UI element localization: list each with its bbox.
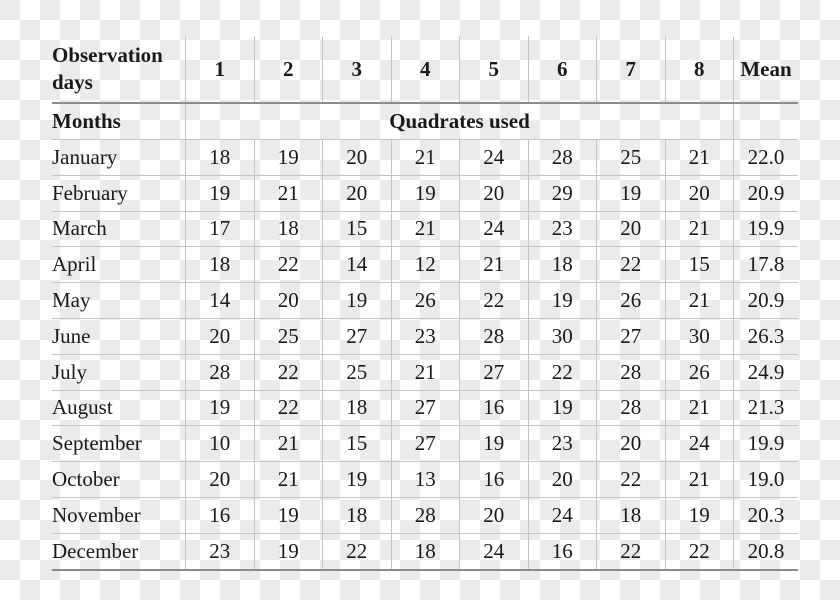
month-cell: July xyxy=(52,354,186,390)
value-cell-day-8: 30 xyxy=(665,318,734,354)
mean-cell: 19.0 xyxy=(734,462,799,498)
value-cell-day-2: 21 xyxy=(254,462,323,498)
table-row xyxy=(52,318,798,354)
value-cell-day-5: 28 xyxy=(460,318,529,354)
months-header: Months xyxy=(52,109,121,133)
table-row xyxy=(52,140,798,176)
value-cell-day-3: 15 xyxy=(323,211,392,247)
value-cell-day-6: 24 xyxy=(528,497,597,533)
value-cell-day-7: 20 xyxy=(597,426,666,462)
value-cell-day-1: 23 xyxy=(186,533,255,569)
value-cell-day-7: 27 xyxy=(597,318,666,354)
value-cell-day-2: 20 xyxy=(254,283,323,319)
table-row xyxy=(52,390,798,426)
value-cell-day-2: 19 xyxy=(254,533,323,569)
value-cell-day-5: 24 xyxy=(460,211,529,247)
value-cell-day-1: 16 xyxy=(186,497,255,533)
mean-cell: 17.8 xyxy=(734,247,799,283)
value-cell-day-6: 30 xyxy=(528,318,597,354)
mean-cell: 21.3 xyxy=(734,390,799,426)
table-row xyxy=(52,533,798,569)
value-cell-day-5: 27 xyxy=(460,354,529,390)
value-cell-day-5: 22 xyxy=(460,283,529,319)
mean-cell: 19.9 xyxy=(734,211,799,247)
value-cell-day-6: 29 xyxy=(528,175,597,211)
value-cell-day-1: 10 xyxy=(186,426,255,462)
value-cell-day-8: 21 xyxy=(665,390,734,426)
value-cell-day-6: 18 xyxy=(528,247,597,283)
value-cell-day-1: 19 xyxy=(186,390,255,426)
value-cell-day-8: 21 xyxy=(665,211,734,247)
value-cell-day-4: 12 xyxy=(391,247,460,283)
value-cell-day-5: 24 xyxy=(460,533,529,569)
quadrates-table xyxy=(52,36,798,571)
month-cell: November xyxy=(52,497,186,533)
value-cell-day-3: 18 xyxy=(323,390,392,426)
day-header-5: 5 xyxy=(460,36,529,103)
table-row xyxy=(52,497,798,533)
mean-cell: 24.9 xyxy=(734,354,799,390)
table-row xyxy=(52,283,798,319)
value-cell-day-2: 22 xyxy=(254,354,323,390)
day-header-8: 8 xyxy=(665,36,734,103)
value-cell-day-4: 23 xyxy=(391,318,460,354)
value-cell-day-5: 19 xyxy=(460,426,529,462)
value-cell-day-1: 17 xyxy=(186,211,255,247)
value-cell-day-4: 27 xyxy=(391,426,460,462)
value-cell-day-8: 15 xyxy=(665,247,734,283)
month-cell: August xyxy=(52,390,186,426)
mean-cell: 20.8 xyxy=(734,533,799,569)
value-cell-day-6: 23 xyxy=(528,426,597,462)
value-cell-day-2: 22 xyxy=(254,390,323,426)
value-cell-day-7: 18 xyxy=(597,497,666,533)
value-cell-day-5: 16 xyxy=(460,390,529,426)
value-cell-day-2: 25 xyxy=(254,318,323,354)
table-row xyxy=(52,462,798,498)
day-header-2: 2 xyxy=(254,36,323,103)
value-cell-day-7: 25 xyxy=(597,140,666,176)
value-cell-day-3: 18 xyxy=(323,497,392,533)
value-cell-day-7: 28 xyxy=(597,354,666,390)
value-cell-day-1: 19 xyxy=(186,175,255,211)
value-cell-day-4: 21 xyxy=(391,140,460,176)
month-cell: December xyxy=(52,533,186,569)
value-cell-day-7: 19 xyxy=(597,175,666,211)
table-row xyxy=(52,175,798,211)
table-row xyxy=(52,426,798,462)
day-header-3: 3 xyxy=(323,36,392,103)
value-cell-day-2: 21 xyxy=(254,426,323,462)
value-cell-day-8: 26 xyxy=(665,354,734,390)
mean-header: Mean xyxy=(734,36,799,103)
mean-cell: 19.9 xyxy=(734,426,799,462)
value-cell-day-2: 18 xyxy=(254,211,323,247)
value-cell-day-5: 24 xyxy=(460,140,529,176)
value-cell-day-2: 21 xyxy=(254,175,323,211)
value-cell-day-4: 27 xyxy=(391,390,460,426)
value-cell-day-4: 21 xyxy=(391,354,460,390)
value-cell-day-6: 23 xyxy=(528,211,597,247)
value-cell-day-5: 20 xyxy=(460,175,529,211)
day-header-1: 1 xyxy=(186,36,255,103)
value-cell-day-4: 28 xyxy=(391,497,460,533)
header-row xyxy=(52,36,798,103)
value-cell-day-5: 20 xyxy=(460,497,529,533)
value-cell-day-7: 22 xyxy=(597,533,666,569)
value-cell-day-5: 21 xyxy=(460,247,529,283)
value-cell-day-8: 22 xyxy=(665,533,734,569)
value-cell-day-5: 16 xyxy=(460,462,529,498)
value-cell-day-3: 27 xyxy=(323,318,392,354)
value-cell-day-3: 14 xyxy=(323,247,392,283)
value-cell-day-1: 18 xyxy=(186,247,255,283)
observation-days-label: Observation days xyxy=(52,43,163,94)
value-cell-day-3: 19 xyxy=(323,462,392,498)
month-cell: June xyxy=(52,318,186,354)
month-cell: May xyxy=(52,283,186,319)
quadrates-used-header: Quadrates used xyxy=(186,103,734,140)
day-header-6: 6 xyxy=(528,36,597,103)
value-cell-day-4: 19 xyxy=(391,175,460,211)
day-header-4: 4 xyxy=(391,36,460,103)
value-cell-day-2: 19 xyxy=(254,140,323,176)
value-cell-day-7: 26 xyxy=(597,283,666,319)
value-cell-day-8: 21 xyxy=(665,140,734,176)
mean-subheader-empty xyxy=(734,103,799,140)
mean-cell: 20.9 xyxy=(734,175,799,211)
value-cell-day-2: 19 xyxy=(254,497,323,533)
value-cell-day-4: 21 xyxy=(391,211,460,247)
value-cell-day-8: 21 xyxy=(665,462,734,498)
value-cell-day-8: 21 xyxy=(665,283,734,319)
value-cell-day-1: 14 xyxy=(186,283,255,319)
value-cell-day-8: 24 xyxy=(665,426,734,462)
value-cell-day-3: 19 xyxy=(323,283,392,319)
value-cell-day-6: 22 xyxy=(528,354,597,390)
table-row xyxy=(52,211,798,247)
value-cell-day-7: 28 xyxy=(597,390,666,426)
table-row xyxy=(52,354,798,390)
value-cell-day-2: 22 xyxy=(254,247,323,283)
mean-cell: 20.3 xyxy=(734,497,799,533)
value-cell-day-8: 20 xyxy=(665,175,734,211)
month-cell: September xyxy=(52,426,186,462)
value-cell-day-4: 18 xyxy=(391,533,460,569)
value-cell-day-8: 19 xyxy=(665,497,734,533)
value-cell-day-4: 13 xyxy=(391,462,460,498)
value-cell-day-1: 20 xyxy=(186,318,255,354)
value-cell-day-3: 20 xyxy=(323,175,392,211)
subheader-row xyxy=(52,103,798,140)
value-cell-day-6: 19 xyxy=(528,390,597,426)
month-cell: October xyxy=(52,462,186,498)
value-cell-day-3: 22 xyxy=(323,533,392,569)
value-cell-day-7: 22 xyxy=(597,462,666,498)
value-cell-day-7: 22 xyxy=(597,247,666,283)
value-cell-day-6: 19 xyxy=(528,283,597,319)
value-cell-day-6: 28 xyxy=(528,140,597,176)
value-cell-day-3: 20 xyxy=(323,140,392,176)
day-header-7: 7 xyxy=(597,36,666,103)
mean-cell: 22.0 xyxy=(734,140,799,176)
value-cell-day-6: 20 xyxy=(528,462,597,498)
value-cell-day-4: 26 xyxy=(391,283,460,319)
value-cell-day-6: 16 xyxy=(528,533,597,569)
value-cell-day-3: 15 xyxy=(323,426,392,462)
value-cell-day-3: 25 xyxy=(323,354,392,390)
value-cell-day-7: 20 xyxy=(597,211,666,247)
observation-days-header xyxy=(52,36,186,103)
table-row xyxy=(52,247,798,283)
month-cell: March xyxy=(52,211,186,247)
month-cell: April xyxy=(52,247,186,283)
mean-cell: 26.3 xyxy=(734,318,799,354)
value-cell-day-1: 18 xyxy=(186,140,255,176)
month-cell: January xyxy=(52,140,186,176)
value-cell-day-1: 28 xyxy=(186,354,255,390)
month-cell: February xyxy=(52,175,186,211)
value-cell-day-1: 20 xyxy=(186,462,255,498)
mean-cell: 20.9 xyxy=(734,283,799,319)
